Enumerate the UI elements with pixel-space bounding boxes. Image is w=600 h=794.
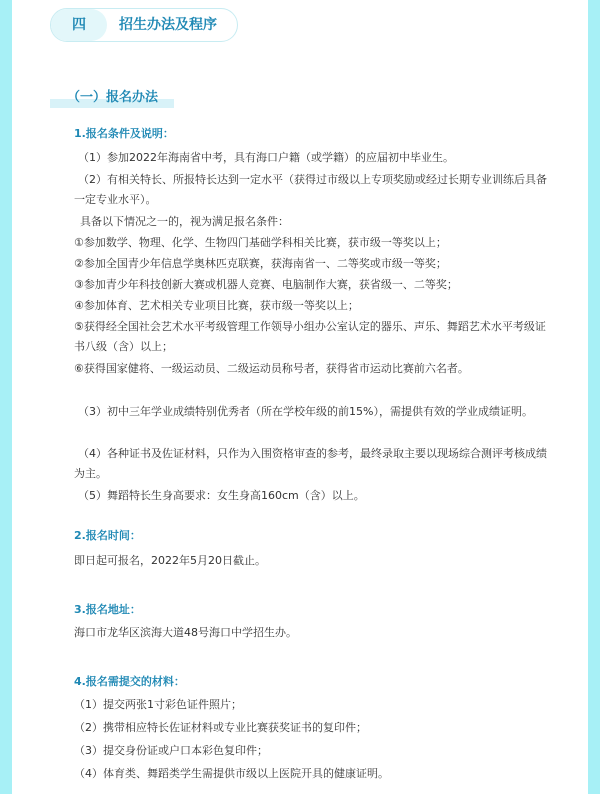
any-of-item-5: ⑤获得经全国社会艺术水平考级管理工作领导小组办公室认定的器乐、声乐、舞蹈艺术水平考级证书八级（含）以上； bbox=[74, 320, 546, 353]
subsection-header bbox=[50, 84, 174, 108]
conditions-heading: 1.报名条件及说明： bbox=[74, 127, 174, 140]
condition-item-4: （4）各种证书及佐证材料，只作为入围资格审查的参考，最终录取主要以现场综合测评考核成绩为主。 bbox=[74, 447, 547, 480]
time-text: 即日起可报名，2022年5月20日截止。 bbox=[74, 554, 266, 567]
condition-item-3: （3）初中三年学业成绩特别优秀者（所在学校年级的前15%），需提供有效的学业成绩证明。 bbox=[78, 405, 533, 418]
condition-item-1: （1）参加2022年海南省中考，具有海口户籍（或学籍）的应届初中毕业生。 bbox=[78, 151, 454, 164]
material-item-4: （4）体育类、舞蹈类学生需提供市级以上医院开具的健康证明。 bbox=[74, 767, 389, 780]
condition-item-2: （2）有相关特长、所报特长达到一定水平（获得过市级以上专项奖励或经过长期专业训练后具备一定专业水平）。 bbox=[74, 173, 547, 206]
any-of-item-4: ④参加体育、艺术相关专业项目比赛，获市级一等奖以上； bbox=[74, 299, 359, 312]
condition-item-5: （5）舞蹈特长生身高要求：女生身高160cm（含）以上。 bbox=[78, 489, 365, 502]
address-text: 海口市龙华区滨海大道48号海口中学招生办。 bbox=[74, 626, 297, 639]
material-item-1: （1）提交两张1寸彩色证件照片； bbox=[74, 698, 242, 711]
article-body bbox=[12, 0, 588, 794]
any-of-item-6: ⑥获得国家健将、一级运动员、二级运动员称号者，获得省市运动比赛前六名者。 bbox=[74, 362, 469, 375]
any-of-item-1: ①参加数学、物理、化学、生物四门基础学科相关比赛，获市级一等奖以上； bbox=[74, 236, 447, 249]
section-header bbox=[50, 8, 238, 42]
section-number: 四 bbox=[51, 9, 107, 41]
material-item-2: （2）携带相应特长佐证材料或专业比赛获奖证书的复印件； bbox=[74, 721, 367, 734]
any-of-item-3: ③参加青少年科技创新大赛或机器人竞赛、电脑制作大赛，获省级一、二等奖； bbox=[74, 278, 458, 291]
subsection-title: （一）报名办法 bbox=[67, 90, 159, 105]
right-decorative-bar bbox=[588, 0, 600, 794]
section-title: 招生办法及程序 bbox=[119, 17, 217, 33]
material-item-3: （3）提交身份证或户口本彩色复印件； bbox=[74, 744, 268, 757]
time-heading: 2.报名时间： bbox=[74, 529, 141, 542]
any-of-intro: 具备以下情况之一的，视为满足报名条件： bbox=[80, 215, 289, 228]
any-of-item-2: ②参加全国青少年信息学奥林匹克联赛，获海南省一、二等奖或市级一等奖； bbox=[74, 257, 447, 270]
left-decorative-bar bbox=[0, 0, 12, 794]
address-heading: 3.报名地址： bbox=[74, 603, 141, 616]
materials-heading: 4.报名需提交的材料： bbox=[74, 675, 185, 688]
